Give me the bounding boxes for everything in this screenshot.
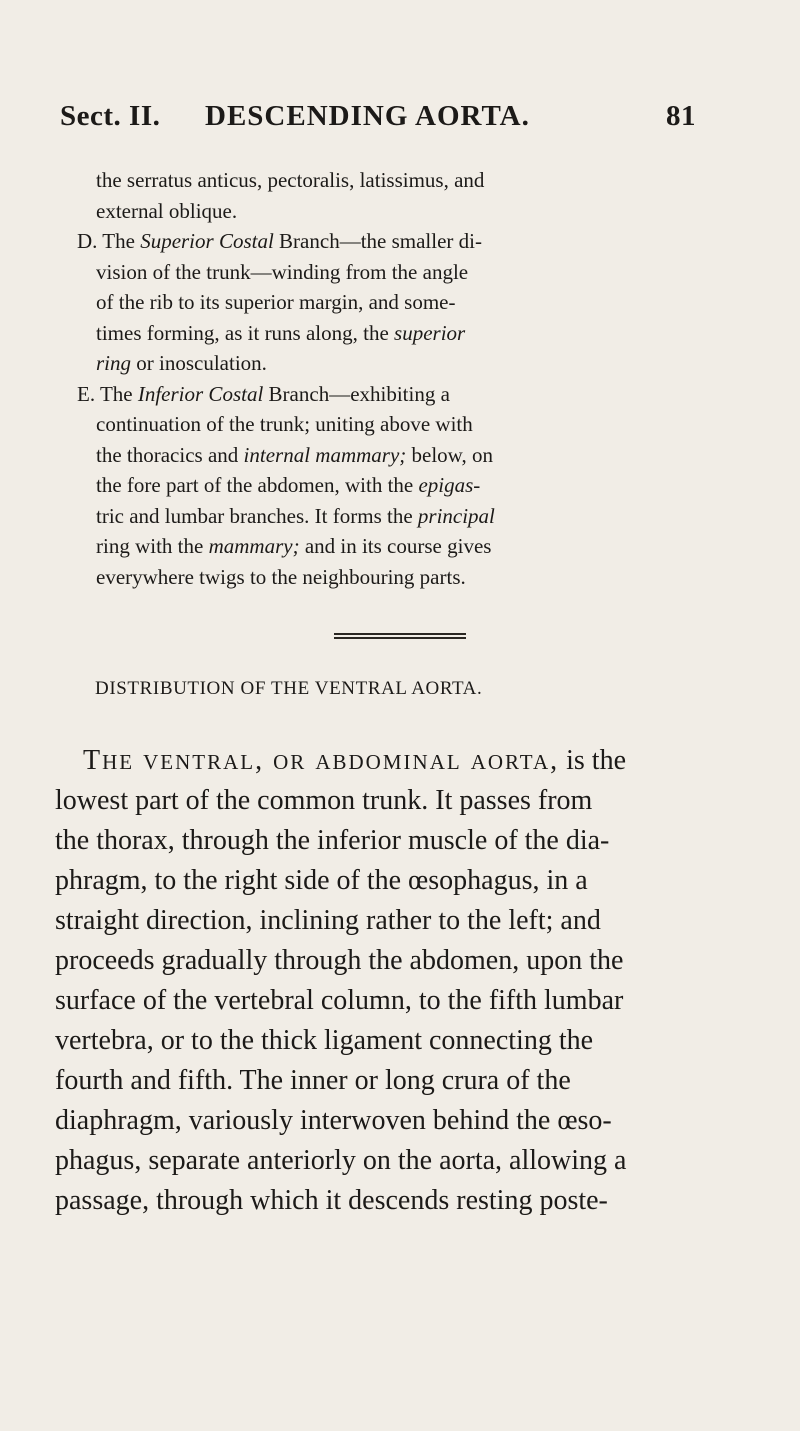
ventral-aorta-paragraph [55, 741, 745, 1221]
text-line: phragm, to the right side of the œsophagus, in a [55, 865, 588, 896]
text-line: everywhere twigs to the neighbouring parts. [96, 564, 466, 589]
text-line: times forming, as it runs along, the superior [96, 320, 466, 345]
text-line: the thoracics and internal mammary; below, on [96, 442, 493, 467]
costal-branches-paragraph [77, 165, 736, 592]
text-line: external oblique. [96, 198, 238, 223]
text-line: of the rib to its superior margin, and some- [96, 290, 456, 314]
text-line [55, 741, 745, 781]
text-line: E. The Inferior Costal Branch—exhibiting a [77, 381, 450, 406]
text-line: the fore part of the abdomen, with the epigas- [96, 473, 481, 497]
text-fragment: is the [566, 745, 627, 776]
text-line: phagus, separate anteriorly on the aorta, allowing a [55, 1145, 627, 1176]
running-header [60, 100, 740, 150]
text-line: continuation of the trunk; uniting above with [96, 412, 473, 436]
small-caps-lead: THE VENTRAL, OR ABDOMINAL AORTA, [83, 745, 560, 776]
text-line: surface of the vertebral column, to the fifth lumbar [55, 985, 624, 1016]
text-line: the thorax, through the inferior muscle of the dia- [55, 825, 610, 856]
text-line: vision of the trunk—winding from the angle [96, 259, 469, 284]
section-heading: DISTRIBUTION OF THE VENTRAL AORTA. [95, 678, 483, 699]
section-label: Sect. II. [60, 100, 161, 132]
text-line: D. The Superior Costal Branch—the smaller di- [77, 229, 482, 253]
section-divider [334, 633, 466, 640]
text-line: diaphragm, variously interwoven behind the œso- [55, 1105, 612, 1136]
page-number: 81 [666, 100, 696, 132]
text-line: tric and lumbar branches. It forms the principal [96, 503, 495, 528]
text-line: lowest part of the common trunk. It passes from [55, 785, 593, 816]
text-line: ring with the mammary; and in its course gives [96, 534, 492, 558]
text-line: vertebra, or to the thick ligament connecting the [55, 1025, 594, 1056]
text-line: straight direction, inclining rather to the left; and [55, 905, 601, 936]
text-line: the serratus anticus, pectoralis, latissimus, and [96, 168, 485, 192]
text-line: proceeds gradually through the abdomen, upon the [55, 945, 624, 976]
text-line: ring or inosculation. [96, 351, 267, 375]
text-line: passage, through which it descends resting poste- [55, 1185, 608, 1216]
text-line: fourth and fifth. The inner or long crura of the [55, 1065, 571, 1096]
page-title: DESCENDING AORTA. [205, 100, 530, 132]
